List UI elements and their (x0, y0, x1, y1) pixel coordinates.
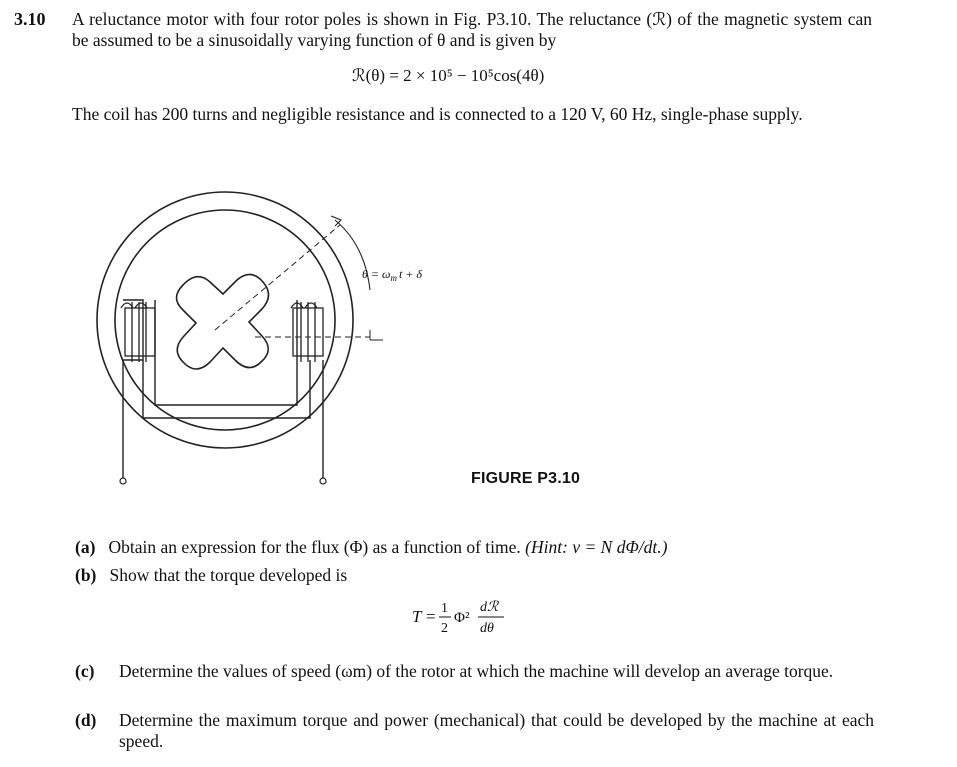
question-d-text: Determine the maximum torque and power (mechanical) that could be developed by the machine at each speed. (119, 710, 874, 751)
supply-text: The coil has 200 turns and negligible resistance and is connected to a 120 V, 60 Hz, single-phase supply. (72, 104, 803, 124)
left-terminal (120, 478, 126, 484)
question-a-hint: (Hint: v = N dΦ/dt.) (525, 537, 668, 557)
reluctance-motor-figure (65, 190, 465, 490)
question-b-text: Show that the torque developed is (109, 565, 348, 585)
question-b-label: (b) (75, 565, 97, 585)
svg-text:Φ²: Φ² (454, 610, 470, 626)
question-a-label: (a) (75, 537, 96, 557)
svg-text:2: 2 (441, 621, 448, 636)
problem-number: 3.10 (14, 9, 46, 29)
svg-text:1: 1 (441, 601, 448, 616)
question-a (75, 537, 667, 558)
svg-text:=: = (426, 607, 436, 626)
question-d-label: (d) (75, 710, 97, 730)
rotor (177, 274, 269, 369)
angle-label: $\theta = \omega_m$ t + δ (362, 267, 422, 283)
question-c-text: Determine the values of speed (ωm) of the rotor at which the machine will develop an average torque. (119, 661, 834, 681)
question-b (75, 565, 347, 586)
svg-text:dℛ: dℛ (480, 600, 499, 615)
right-coil (291, 302, 323, 362)
question-c-label: (c) (75, 661, 95, 681)
rotor-axis (215, 225, 340, 330)
torque-equation (408, 592, 548, 642)
right-terminal (320, 478, 326, 484)
reluctance-equation: ℛ(θ) = 2 × 10⁵ − 10⁵cos(4θ) (352, 66, 545, 85)
svg-text:dθ: dθ (480, 621, 494, 636)
question-a-text: Obtain an expression for the flux (Φ) as a function of time. (108, 537, 521, 557)
problem-intro: A reluctance motor with four rotor poles is shown in Fig. P3.10. The reluctance (ℛ) of the magnetic system can be assumed to be a sinusoidally varying function of θ and is given by (72, 9, 872, 50)
svg-text:T: T (412, 607, 422, 626)
left-coil (121, 302, 155, 362)
magnetic-core (123, 300, 143, 360)
figure-caption: FIGURE P3.10 (471, 470, 581, 487)
